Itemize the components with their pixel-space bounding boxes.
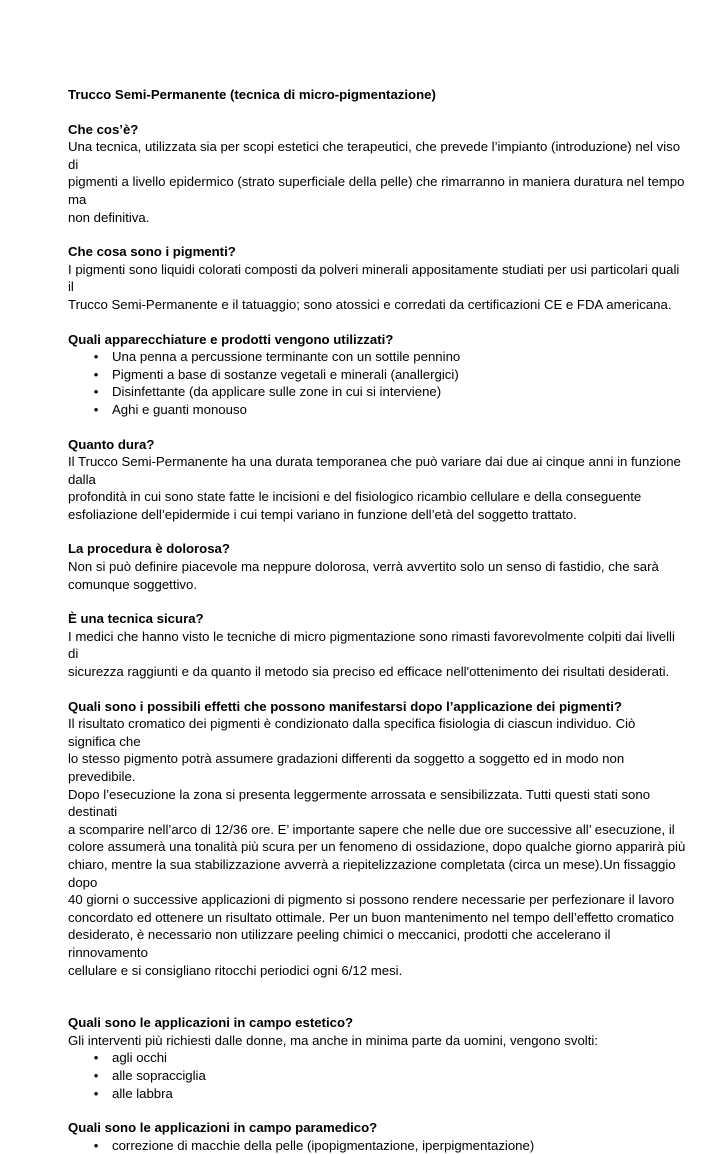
section-effetti: [68, 698, 686, 980]
list-item-text: Una penna a percussione terminante con un sottile pennino: [112, 349, 461, 365]
list-item: [68, 1137, 686, 1154]
list-item-text: agli occhi: [112, 1050, 167, 1066]
section-apparecchiature: [68, 331, 686, 419]
list-item: [68, 366, 686, 384]
list-item-text: Disinfettante (da applicare sulle zone in cui si interviene): [112, 384, 442, 400]
section-pigmenti: [68, 243, 686, 313]
text-line: I pigmenti sono liquidi colorati composti da polveri minerali appositamente studiati per usi particolari quali il: [68, 261, 680, 295]
section-paragraph: [68, 138, 686, 226]
list-item: [68, 383, 686, 401]
section-paragraph: [68, 261, 686, 314]
list-item-text: Pigmenti a base di sostanze vegetali e minerali (anallergici): [112, 366, 459, 382]
list-item-text: Aghi e guanti monouso: [112, 401, 247, 417]
section-heading: Quanto dura?: [68, 436, 155, 452]
text-line: Non si può definire piacevole ma neppure dolorosa, verrà avvertito solo un senso di fastidio, che sarà: [68, 559, 659, 575]
section-heading: Che cosa sono i pigmenti?: [68, 244, 236, 260]
bullet-list: [68, 1137, 686, 1154]
document-title: Trucco Semi-Permanente (tecnica di micro-pigmentazione): [68, 87, 436, 102]
bullet-icon: •: [93, 1137, 99, 1153]
bullet-icon: •: [93, 1067, 99, 1083]
bullet-icon: •: [93, 1085, 99, 1101]
section-heading: Che cos’è?: [68, 121, 139, 137]
text-line: lo stesso pigmento potrà assumere gradazioni differenti da soggetto a soggetto ed in modo non prevedibile.: [68, 751, 625, 784]
section-campo-paramedico: [68, 1119, 686, 1154]
section-paragraph: [68, 453, 686, 523]
list-item: [68, 1067, 686, 1085]
section-quanto-dura: [68, 436, 686, 524]
text-line: esfoliazione dell’epidermide i cui tempi variano in funzione dell’età del soggetto trattato.: [68, 506, 577, 522]
text-line: Dopo l’esecuzione la zona si presenta leggermente arrossata e sensibilizzata. Tutti questi stati sono destinati: [68, 786, 651, 820]
section-paragraph: [68, 715, 686, 979]
text-line: 40 giorni o successive applicazioni di pigmento si possono rendere necessarie per perfezionare il lavoro: [68, 892, 675, 908]
text-line: a scomparire nell’arco di 12/36 ore. E’ importante sapere che nelle due ore successive all’ esecuzione, il: [68, 821, 675, 837]
section-paragraph: [68, 628, 686, 681]
list-item: [68, 401, 686, 419]
section-heading: Quali apparecchiature e prodotti vengono utilizzati?: [68, 331, 394, 347]
list-item-text: correzione di macchie della pelle (ipopigmentazione, iperpigmentazione): [112, 1137, 535, 1153]
bullet-icon: •: [93, 384, 99, 400]
text-line: Trucco Semi-Permanente e il tatuaggio; sono atossici e corredati da certificazioni CE e FDA americana.: [68, 296, 672, 312]
bullet-list: [68, 348, 686, 418]
text-line: Il Trucco Semi-Permanente ha una durata temporanea che può variare dai due ai cinque anni in funzione dalla: [68, 454, 681, 487]
section-paragraph: [68, 558, 686, 593]
text-line: I medici che hanno visto le tecniche di micro pigmentazione sono rimasti favorevolmente colpiti dai livelli di: [68, 628, 675, 662]
bullet-icon: •: [93, 349, 99, 365]
text-line: chiaro, mentre la sua stabilizzazione avverrà a riepitelizzazione completata (circa un mese).Un fissaggio dopo: [68, 856, 676, 890]
section-dolorosa: [68, 540, 686, 593]
section-heading: Quali sono le applicazioni in campo paramedico?: [68, 1120, 378, 1136]
text-line: sicurezza raggiunti e da quanto il metodo sia preciso ed efficace nell'ottenimento dei risultati desiderati.: [68, 664, 670, 680]
section-heading: La procedura è dolorosa?: [68, 541, 230, 557]
bullet-icon: •: [93, 401, 99, 417]
text-line: colore assumerà una tonalità più scura per un fenomeno di ossidazione, dopo qualche giorno apparirà più: [68, 839, 686, 855]
bullet-icon: •: [93, 1050, 99, 1066]
section-heading: Quali sono i possibili effetti che possono manifestarsi dopo l’applicazione dei pigmenti?: [68, 698, 622, 714]
bullet-icon: •: [93, 366, 99, 382]
text-line: concordato ed ottenere un risultato ottimale. Per un buon mantenimento nel tempo dell’effetto cromatico: [68, 909, 675, 925]
list-item: [68, 348, 686, 366]
section-heading: È una tecnica sicura?: [68, 611, 204, 627]
section-campo-estetico: [68, 1014, 686, 1102]
list-item-text: alle labbra: [112, 1085, 173, 1101]
section-paragraph: [68, 1032, 686, 1050]
section-sicura: [68, 610, 686, 680]
section-che-cos-e: [68, 121, 686, 227]
text-line: Il risultato cromatico dei pigmenti è condizionato dalla specifica fisiologia di ciascun individuo. Ciò significa che: [68, 716, 636, 749]
text-line: profondità in cui sono state fatte le incisioni e del fisiologico ricambio cellulare e della conseguente: [68, 489, 642, 505]
text-line: Gli interventi più richiesti dalle donne, ma anche in minima parte da uomini, vengono svolti:: [68, 1032, 598, 1048]
text-line: desiderato, è necessario non utilizzare peeling chimici o meccanici, prodotti che accelerano il rinnovamento: [68, 927, 611, 960]
bullet-list: [68, 1049, 686, 1102]
text-line: cellulare e si consigliano ritocchi periodici ogni 6/12 mesi.: [68, 962, 403, 978]
text-line: non definitiva.: [68, 209, 150, 225]
list-item: [68, 1085, 686, 1103]
text-line: pigmenti a livello epidermico (strato superficiale della pelle) che rimarranno in maniera duratura nel tempo ma: [68, 174, 685, 207]
list-item-text: alle sopracciglia: [112, 1067, 206, 1083]
list-item: [68, 1049, 686, 1067]
text-line: Una tecnica, utilizzata sia per scopi estetici che terapeutici, che prevede l’impianto (introduzione) nel viso di: [68, 139, 681, 172]
text-line: comunque soggettivo.: [68, 576, 198, 592]
section-heading: Quali sono le applicazioni in campo estetico?: [68, 1015, 354, 1031]
document-page: [68, 86, 686, 1154]
